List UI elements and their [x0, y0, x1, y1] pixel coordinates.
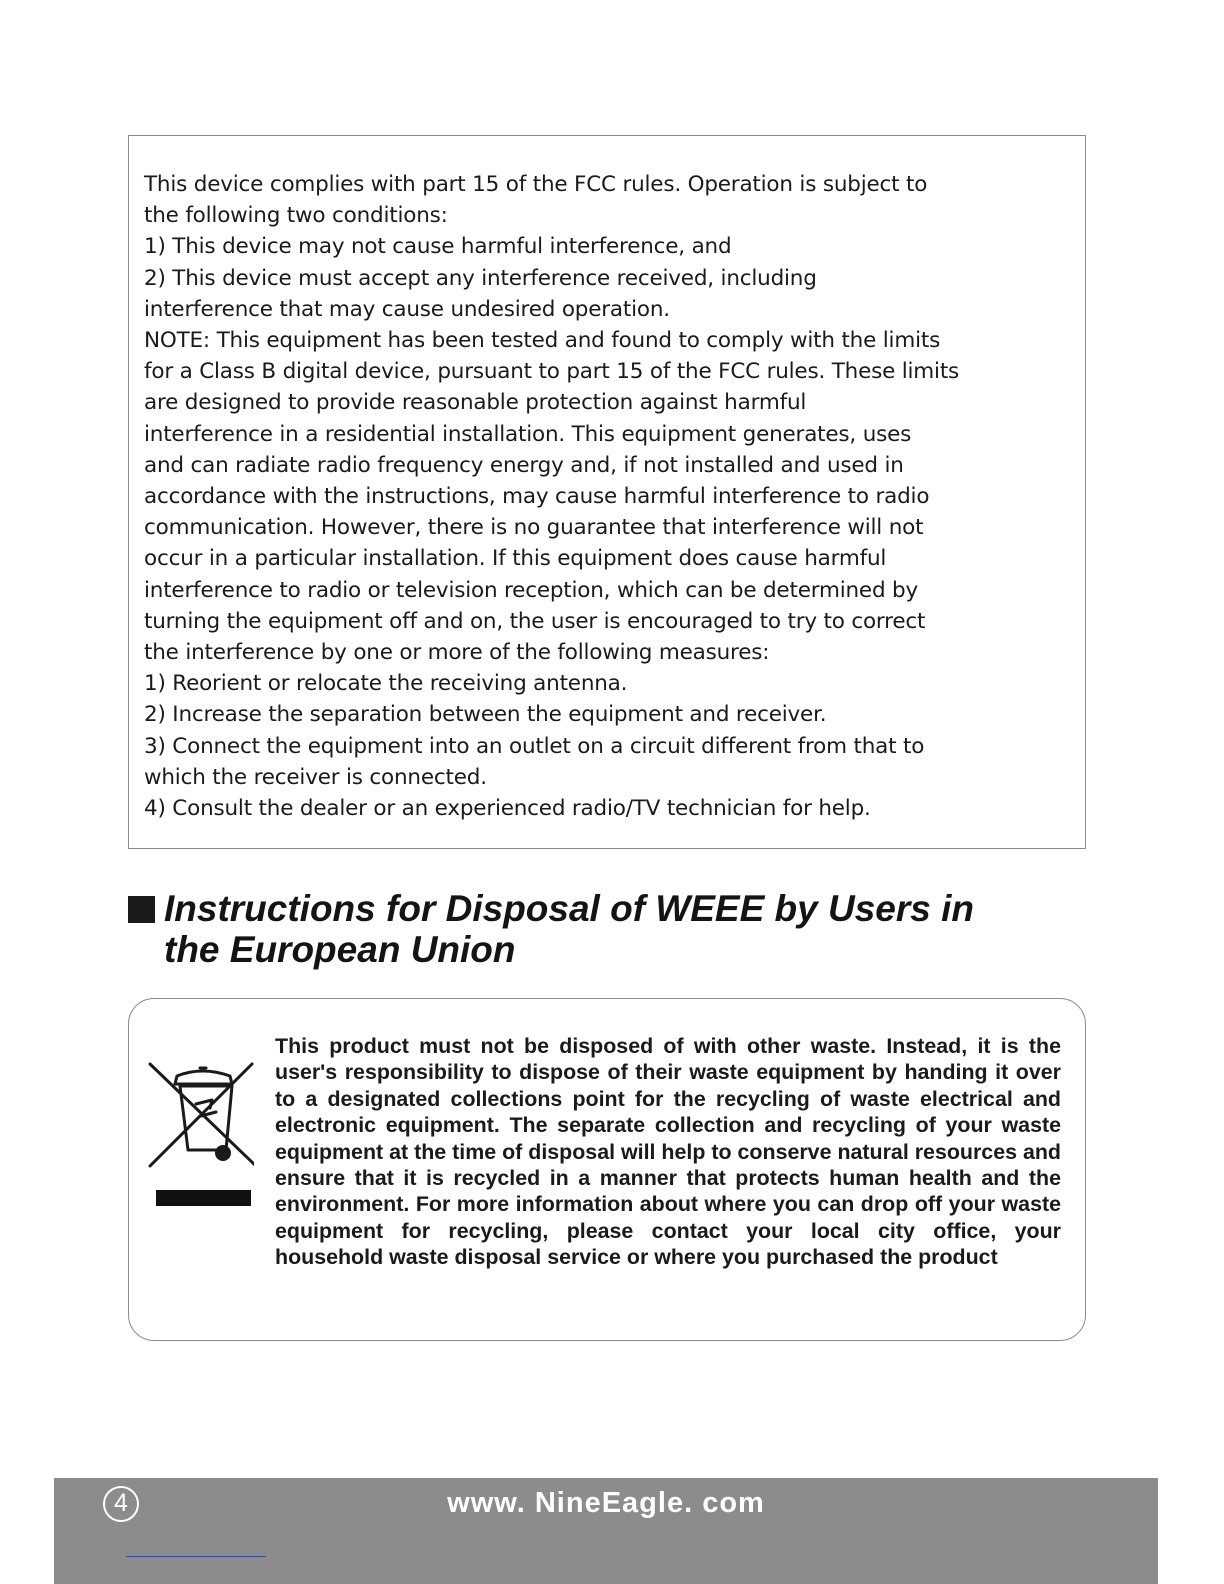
fcc-line: the following two conditions:	[144, 203, 448, 229]
fcc-line: the interference by one or more of the following measures:	[144, 640, 770, 666]
page-footer	[54, 1478, 1158, 1584]
fcc-line: for a Class B digital device, pursuant to part 15 of the FCC rules. These limits	[144, 359, 960, 385]
fcc-line: NOTE: This equipment has been tested and found to comply with the limits	[144, 328, 941, 354]
fcc-line: are designed to provide reasonable protection against harmful	[144, 390, 807, 416]
fcc-line: communication. However, there is no guarantee that interference will not	[144, 515, 924, 541]
page-number: 4	[103, 1486, 139, 1522]
website-url: www. NineEagle. com	[447, 1487, 765, 1519]
fcc-line: 2) This device must accept any interference received, including	[144, 265, 817, 291]
fcc-line: interference to radio or television reception, which can be determined by	[144, 577, 919, 603]
link-underline	[126, 1556, 266, 1557]
fcc-line: 1) Reorient or relocate the receiving antenna.	[144, 671, 628, 697]
crossed-out-wheelie-bin-icon	[144, 1056, 254, 1221]
fcc-line: which the receiver is connected.	[144, 764, 487, 790]
fcc-notice-box	[128, 135, 1086, 849]
fcc-line: interference that may cause undesired operation.	[144, 296, 670, 322]
fcc-line: 1) This device may not cause harmful interference, and	[144, 234, 732, 260]
weee-heading-line-2: the European Union	[164, 929, 516, 970]
fcc-line: turning the equipment off and on, the user is encouraged to try to correct	[144, 608, 926, 634]
weee-heading-line-1: Instructions for Disposal of WEEE by Users in	[164, 888, 975, 929]
fcc-line: and can radiate radio frequency energy and, if not installed and used in	[144, 452, 904, 478]
fcc-line: 4) Consult the dealer or an experienced radio/TV technician for help.	[144, 796, 871, 822]
fcc-line: 2) Increase the separation between the equipment and receiver.	[144, 702, 827, 728]
weee-notice-box	[128, 998, 1086, 1341]
fcc-line: interference in a residential installation. This equipment generates, uses	[144, 421, 912, 447]
fcc-notice-text	[144, 169, 1079, 824]
fcc-line: accordance with the instructions, may cause harmful interference to radio	[144, 484, 930, 510]
weee-body-text: This product must not be disposed of with other waste. Instead, it is the user's responsibility to dispose of their waste equipment by handing it over to a designated collections point for the recycling of waste electrical and electronic equipment. The separate collection and recycling of your waste equipment at the time of disposal will help to conserve natural resources and ensure that it is recycled in a manner that protects human health and the environment. For more information about where you can drop off your waste equipment for recycling, please contact your local city office, your household waste disposal service or where you purchased the product	[275, 1034, 1061, 1270]
heading-bullet-square	[128, 896, 155, 923]
fcc-line: occur in a particular installation. If this equipment does cause harmful	[144, 546, 887, 572]
fcc-line: This device complies with part 15 of the FCC rules. Operation is subject to	[144, 172, 928, 197]
fcc-line: 3) Connect the equipment into an outlet on a circuit different from that to	[144, 733, 925, 759]
